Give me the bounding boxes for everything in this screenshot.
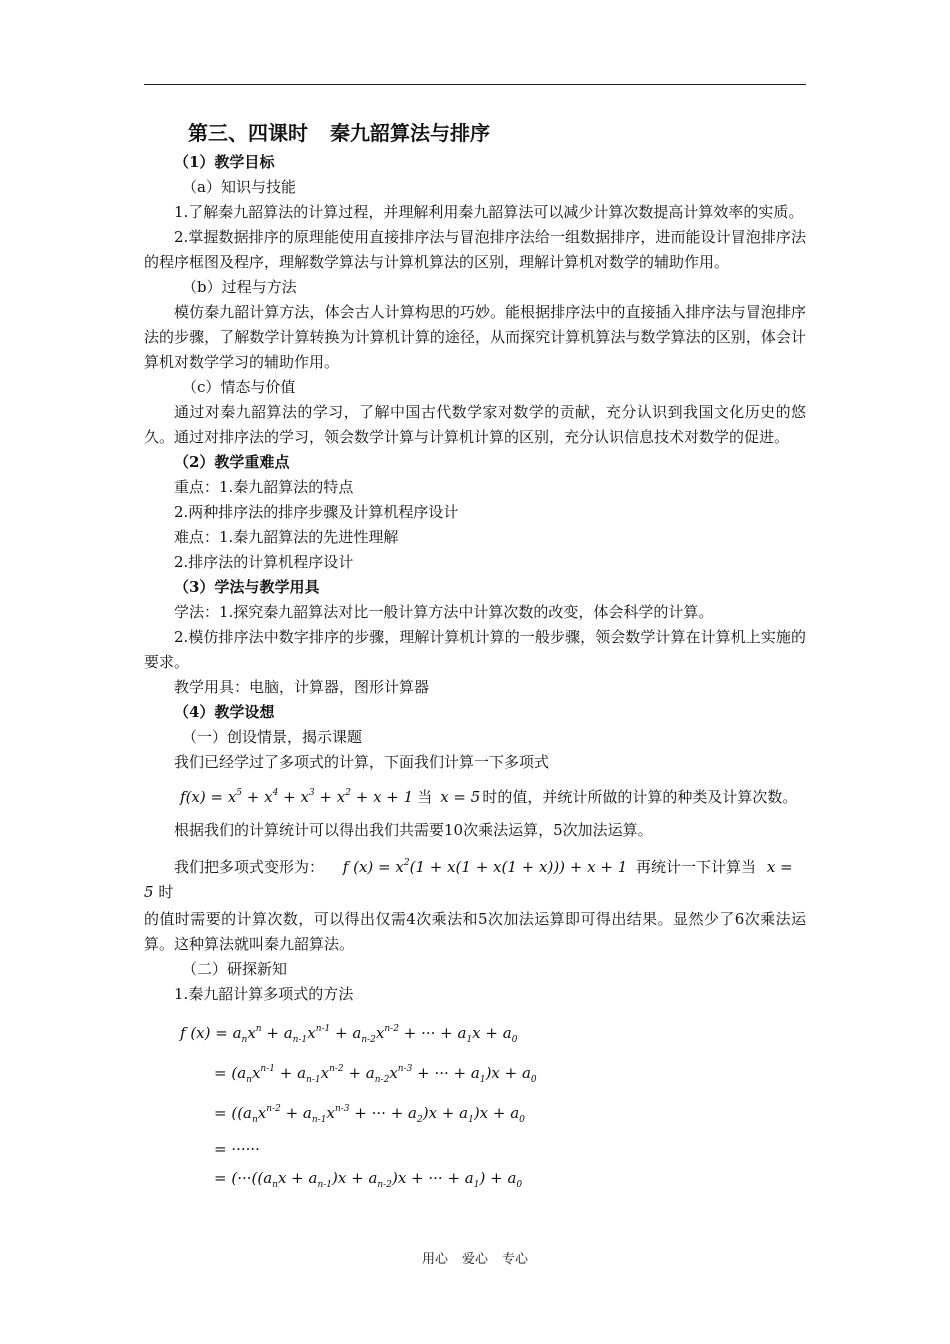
x-equals-5: x = 5 (440, 788, 481, 806)
footer-word-2: 爱心 (461, 1252, 488, 1267)
key-point-1: 重点：1.秦九韶算法的特点 (174, 478, 354, 496)
teaching-tools: 教学用具：电脑，计算器，图形计算器 (174, 678, 430, 696)
document-body (144, 118, 806, 1200)
footer-word-3: 专心 (502, 1252, 529, 1267)
title-part-2: 秦九韶算法与排序 (330, 121, 490, 145)
horner-row-3: = (($a_nx^{n-2} + a_{n-1}x^{n-3}$ + ··· + $a_2)x + a_1)x + a_0$ (214, 1104, 525, 1125)
section-1-heading: （1）教学目标 (174, 153, 275, 171)
header-rule (144, 84, 806, 85)
method-line-2: 2.模仿排序法中数字排序的步骤，理解计算机计算的一般步骤，领会数学计算在计算机上实施的要求。 (144, 628, 806, 671)
section-3-heading: （3）学法与教学用具 (174, 578, 320, 596)
sub-a-paragraph-2: 2.掌握数据排序的原理能使用直接排序法与冒泡排序法给一组数据排序，进而能设计冒泡排序法的程序框图及程序，理解数学算法与计算机算法的区别，理解计算机对数学的辅助作用。 (144, 228, 806, 271)
page-footer (0, 1248, 950, 1267)
sub-c-paragraph: 通过对秦九韶算法的学习，了解中国古代数学家对数学的贡献，充分认识到我国文化历史的悠久。通过对排序法的学习，领会数学计算与计算机计算的区别，充分认识信息技术对数学的促进。 (144, 403, 806, 446)
when-text: 当 (417, 788, 433, 806)
polynomial-line-tail: 时的值，并统计所做的计算的种类及计算次数。 (482, 788, 798, 806)
x-equals-5-second: x = 5 (144, 858, 793, 901)
horner-form-formula: f $(x) = x^2(1 + x(1 + x(1 + x))) + x + 1$ (342, 858, 628, 876)
transform-shi: 时 (158, 883, 174, 901)
horner-row-2: = ($a_nx^{n-1} + a_{n-1}x^{n-2} + a_{n-2}x^{n-3}$ + ··· + $a_1)x + a_0$ (214, 1064, 537, 1085)
transform-paragraph-rest: 的值时需要的计算次数，可以得出仅需4次乘法和5次加法运算即可得出结果。显然少了6次乘法运算。这种算法就叫秦九韶算法。 (144, 910, 806, 953)
page-title (188, 118, 806, 148)
sub-b-label: （b）过程与方法 (182, 278, 297, 296)
polynomial-formula: f (180, 788, 186, 806)
sub-c-label: （c）情态与价值 (182, 378, 296, 396)
difficulty-1: 难点：1.秦九韶算法的先进性理解 (174, 528, 399, 546)
horner-row-1: f $(x) = a_nx^n + a_{n-1}x^{n-1} + a_{n-2}x^{n-2}$ + ··· + $a_1x + a_0$ (180, 1024, 518, 1045)
formula-fragment: $(x) = x^5 + x^4 + x^3 + x^2 + x + 1$ (185, 788, 414, 806)
key-point-2: 2.两种排序法的排序步骤及计算机程序设计 (174, 503, 459, 521)
transform-mid: 再统计一下计算当 (636, 858, 757, 876)
title-part-1: 第三、四课时 (188, 121, 308, 145)
difficulty-2: 2.排序法的计算机程序设计 (174, 553, 354, 571)
sub-a-paragraph-1: 1.了解秦九韶算法的计算过程，并理解利用秦九韶算法可以减少计算次数提高计算效率的实质。 (174, 203, 804, 221)
section-4-heading: （4）教学设想 (174, 703, 275, 721)
footer-word-1: 用心 (421, 1252, 448, 1267)
sub-a-label: （a）知识与技能 (182, 178, 296, 196)
horner-method-label: 1.秦九韶计算多项式的方法 (174, 985, 354, 1003)
horner-row-5: = ($\cdot\cdot\cdot((a_nx + a_{n-1})x + a_{n-2})x$ + ··· + $a_1) + a_0$ (214, 1169, 523, 1190)
count-paragraph: 根据我们的计算统计可以得出我们共需要10次乘法运算，5次加法运算。 (174, 821, 653, 839)
horner-row-4: = ······ (214, 1140, 260, 1158)
subsection-1-label: （一）创设情景，揭示课题 (182, 728, 363, 746)
sub-b-paragraph: 模仿秦九韶计算方法，体会古人计算构思的巧妙。能根据排序法中的直接插入排序法与冒泡排序法的步骤，了解数学计算转换为计算机计算的途径，从而探究计算机算法与数学算法的区别，体会计算机对数学学习的辅助作用。 (144, 303, 806, 371)
transform-line (144, 851, 806, 905)
horner-derivation (144, 1015, 806, 1200)
intro-paragraph: 我们已经学过了多项式的计算，下面我们计算一下多项式 (174, 753, 550, 771)
section-2-heading: （2）教学重难点 (174, 453, 290, 471)
subsection-2-label: （二）研探新知 (182, 960, 288, 978)
method-line-1: 学法：1.探究秦九韶算法对比一般计算方法中计算次数的改变，体会科学的计算。 (174, 603, 714, 621)
polynomial-line (144, 781, 806, 810)
transform-lead: 我们把多项式变形为： (174, 858, 325, 876)
